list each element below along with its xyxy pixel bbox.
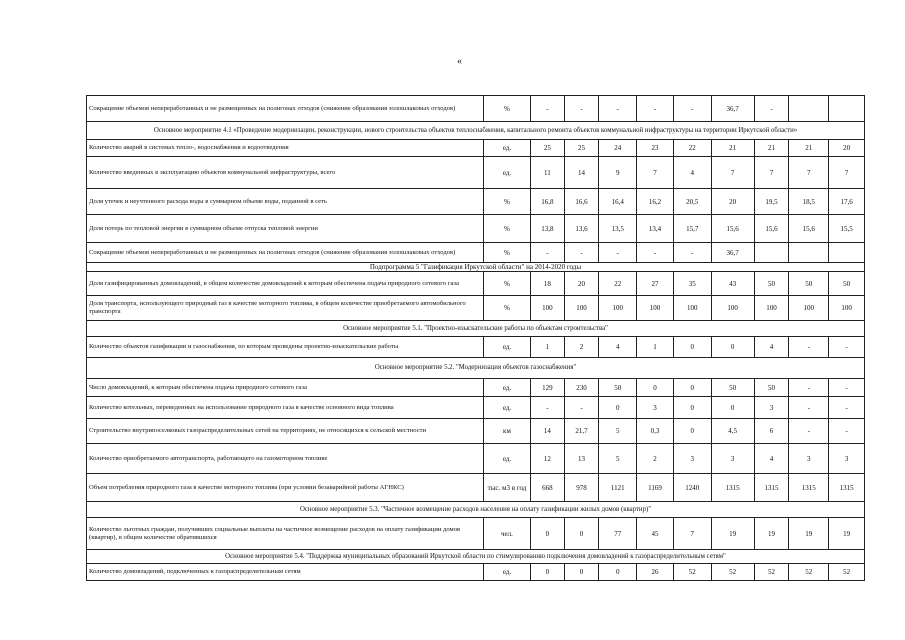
value-cell: 15,6 bbox=[789, 215, 829, 243]
indicator-name: Количество приобретаемого автотранспорта, работающего на газомоторном топливе bbox=[87, 444, 484, 474]
value-cell bbox=[789, 96, 829, 122]
value-cell: 4 bbox=[754, 337, 789, 358]
value-cell: 22 bbox=[599, 272, 637, 296]
value-cell: 1121 bbox=[599, 474, 637, 502]
table-row bbox=[87, 337, 865, 358]
value-cell: 52 bbox=[789, 564, 829, 581]
value-cell: 19 bbox=[754, 518, 789, 550]
value-cell: 129 bbox=[531, 379, 565, 397]
section-heading: Основное мероприятие 5.3. "Частичное возмещение расходов населения на оплату газификации жилых домов (квартир)" bbox=[87, 502, 865, 518]
value-cell: 50 bbox=[711, 379, 754, 397]
value-cell: 52 bbox=[673, 564, 711, 581]
value-cell: 0 bbox=[673, 337, 711, 358]
value-cell: 1240 bbox=[673, 474, 711, 502]
value-cell: 19 bbox=[789, 518, 829, 550]
table-row bbox=[87, 564, 865, 581]
value-cell: 19,5 bbox=[754, 189, 789, 215]
value-cell: - bbox=[637, 96, 674, 122]
indicator-unit: % bbox=[483, 215, 530, 243]
value-cell: 18 bbox=[531, 272, 565, 296]
value-cell: 4,5 bbox=[711, 419, 754, 444]
value-cell: 35 bbox=[673, 272, 711, 296]
value-cell: 100 bbox=[599, 296, 637, 321]
subprogram-row bbox=[87, 263, 865, 272]
value-cell: 15,6 bbox=[754, 215, 789, 243]
value-cell: 16,6 bbox=[564, 189, 599, 215]
value-cell: 1315 bbox=[711, 474, 754, 502]
table-body bbox=[87, 96, 865, 581]
value-cell: 1315 bbox=[789, 474, 829, 502]
value-cell: 0 bbox=[564, 564, 599, 581]
section-heading: Основное мероприятие 5.2. "Модернизация объектов газоснабжения" bbox=[87, 358, 865, 379]
value-cell: - bbox=[789, 419, 829, 444]
value-cell: 7 bbox=[754, 157, 789, 189]
value-cell: 0 bbox=[599, 564, 637, 581]
value-cell: 0 bbox=[711, 337, 754, 358]
indicator-unit: % bbox=[483, 243, 530, 263]
value-cell: 0 bbox=[531, 564, 565, 581]
value-cell: - bbox=[789, 397, 829, 419]
section-heading: Основное мероприятие 5.1. "Проектно-изыскательские работы по объектам строительства" bbox=[87, 321, 865, 337]
value-cell: 7 bbox=[789, 157, 829, 189]
section-row bbox=[87, 321, 865, 337]
value-cell: 13,4 bbox=[637, 215, 674, 243]
section-heading: Основное мероприятие 5.4. "Поддержка муниципальных образований Иркутской области по стимулированию подключения домовладений к газораспределительным сетям" bbox=[87, 550, 865, 564]
value-cell: 4 bbox=[754, 444, 789, 474]
value-cell: 7 bbox=[673, 518, 711, 550]
value-cell: 15,7 bbox=[673, 215, 711, 243]
value-cell: 20 bbox=[711, 189, 754, 215]
value-cell: 50 bbox=[599, 379, 637, 397]
value-cell: 16,4 bbox=[599, 189, 637, 215]
indicator-name: Доля транспорта, использующего природный газ в качестве моторного топлива, в общем количестве приобретаемого автомобильного транспорта bbox=[87, 296, 484, 321]
value-cell: - bbox=[789, 337, 829, 358]
value-cell: 100 bbox=[711, 296, 754, 321]
value-cell: 0 bbox=[673, 397, 711, 419]
indicator-name: Количество котельных, переведенных на использование природного газа в качестве основного вида топлива bbox=[87, 397, 484, 419]
indicator-name: Число домовладений, к которым обеспечена подача природного сетевого газа bbox=[87, 379, 484, 397]
value-cell: 36,7 bbox=[711, 96, 754, 122]
value-cell bbox=[789, 243, 829, 263]
section-row bbox=[87, 122, 865, 140]
value-cell: 13,6 bbox=[564, 215, 599, 243]
indicator-name: Доля утечек и неучтенного расхода воды в суммарном объеме воды, поданной в сеть bbox=[87, 189, 484, 215]
indicator-unit: % bbox=[483, 189, 530, 215]
value-cell: 100 bbox=[673, 296, 711, 321]
table-row bbox=[87, 272, 865, 296]
value-cell: 1315 bbox=[754, 474, 789, 502]
value-cell: 45 bbox=[637, 518, 674, 550]
section-row bbox=[87, 550, 865, 564]
value-cell: 36,7 bbox=[711, 243, 754, 263]
value-cell: 13,5 bbox=[599, 215, 637, 243]
value-cell: 52 bbox=[829, 564, 865, 581]
value-cell: 52 bbox=[711, 564, 754, 581]
value-cell: - bbox=[564, 243, 599, 263]
value-cell: - bbox=[531, 397, 565, 419]
indicators-table bbox=[86, 95, 865, 581]
value-cell: 100 bbox=[789, 296, 829, 321]
indicator-unit: ед. bbox=[483, 379, 530, 397]
value-cell: 23 bbox=[637, 140, 674, 157]
value-cell: 1 bbox=[637, 337, 674, 358]
value-cell: 3 bbox=[754, 397, 789, 419]
value-cell: - bbox=[531, 96, 565, 122]
indicator-name: Количество льготных граждан, получивших социальные выплаты на частичное возмещение расходов на оплату газификации домов (квартир), в общем количестве обратившихся bbox=[87, 518, 484, 550]
value-cell: 11 bbox=[531, 157, 565, 189]
value-cell: 100 bbox=[829, 296, 865, 321]
value-cell: 15,5 bbox=[829, 215, 865, 243]
value-cell: 20,5 bbox=[673, 189, 711, 215]
value-cell: 77 bbox=[599, 518, 637, 550]
table-row bbox=[87, 96, 865, 122]
table-row bbox=[87, 397, 865, 419]
value-cell: 24 bbox=[599, 140, 637, 157]
value-cell: 100 bbox=[531, 296, 565, 321]
indicator-unit: ед. bbox=[483, 337, 530, 358]
value-cell: 21 bbox=[789, 140, 829, 157]
value-cell: 16,8 bbox=[531, 189, 565, 215]
indicator-name: Объем потребления природного газа в качестве моторного топлива (при условии безаварийной работы АГНКС) bbox=[87, 474, 484, 502]
value-cell: - bbox=[789, 379, 829, 397]
value-cell bbox=[754, 243, 789, 263]
value-cell: 17,6 bbox=[829, 189, 865, 215]
value-cell: - bbox=[829, 397, 865, 419]
indicator-name: Сокращение объемов непереработанных и не размещенных на полигонах отходов (снижение образования золошлаковых отходов) bbox=[87, 243, 484, 263]
value-cell: - bbox=[564, 397, 599, 419]
value-cell: 0 bbox=[673, 419, 711, 444]
value-cell: 7 bbox=[711, 157, 754, 189]
value-cell: 14 bbox=[531, 419, 565, 444]
value-cell: - bbox=[754, 96, 789, 122]
value-cell: 13 bbox=[564, 444, 599, 474]
value-cell: 20 bbox=[564, 272, 599, 296]
value-cell: 27 bbox=[637, 272, 674, 296]
indicator-unit: % bbox=[483, 96, 530, 122]
table-row bbox=[87, 243, 865, 263]
value-cell: 26 bbox=[637, 564, 674, 581]
value-cell: 52 bbox=[754, 564, 789, 581]
value-cell: 3 bbox=[829, 444, 865, 474]
value-cell: 50 bbox=[754, 272, 789, 296]
value-cell: 9 bbox=[599, 157, 637, 189]
indicator-name: Количество объектов газификации и газоснабжения, по которым проведены проектно-изыскательские работы bbox=[87, 337, 484, 358]
table-row bbox=[87, 518, 865, 550]
value-cell: 50 bbox=[829, 272, 865, 296]
indicator-unit: ед. bbox=[483, 564, 530, 581]
value-cell: 7 bbox=[829, 157, 865, 189]
value-cell: 3 bbox=[637, 397, 674, 419]
value-cell: 978 bbox=[564, 474, 599, 502]
table-row bbox=[87, 157, 865, 189]
value-cell: 4 bbox=[673, 157, 711, 189]
value-cell: 0 bbox=[711, 397, 754, 419]
value-cell: 100 bbox=[754, 296, 789, 321]
value-cell: 2 bbox=[637, 444, 674, 474]
value-cell: 0 bbox=[531, 518, 565, 550]
table-row bbox=[87, 215, 865, 243]
value-cell: 100 bbox=[564, 296, 599, 321]
value-cell: 4 bbox=[599, 337, 637, 358]
value-cell: 16,2 bbox=[637, 189, 674, 215]
indicator-unit: чел. bbox=[483, 518, 530, 550]
value-cell: - bbox=[673, 96, 711, 122]
table-row bbox=[87, 140, 865, 157]
value-cell: 1 bbox=[531, 337, 565, 358]
table-row bbox=[87, 189, 865, 215]
value-cell: 3 bbox=[673, 444, 711, 474]
value-cell: 12 bbox=[531, 444, 565, 474]
indicator-name: Количество аварий в системах тепло-, водоснабжения и водоотведения bbox=[87, 140, 484, 157]
value-cell: 100 bbox=[637, 296, 674, 321]
value-cell: 6 bbox=[754, 419, 789, 444]
value-cell: 20 bbox=[829, 140, 865, 157]
value-cell: 7 bbox=[637, 157, 674, 189]
table-row bbox=[87, 474, 865, 502]
indicator-name: Строительство внутрипоселковых газораспределительных сетей на территориях, не относящихся к сельской местности bbox=[87, 419, 484, 444]
indicator-name: Доля потерь по тепловой энергии в суммарном объеме отпуска тепловой энергии bbox=[87, 215, 484, 243]
value-cell: 668 bbox=[531, 474, 565, 502]
value-cell: 18,5 bbox=[789, 189, 829, 215]
value-cell bbox=[829, 96, 865, 122]
indicator-name: Количество введенных в эксплуатацию объектов коммунальной инфраструктуры, всего bbox=[87, 157, 484, 189]
subprogram-heading: Подпрограмма 5 "Газификация Иркутской области" на 2014-2020 годы bbox=[87, 263, 865, 272]
page-mark: « bbox=[457, 56, 462, 67]
indicator-unit: ед. bbox=[483, 140, 530, 157]
value-cell: - bbox=[564, 96, 599, 122]
value-cell: 1315 bbox=[829, 474, 865, 502]
value-cell: - bbox=[599, 96, 637, 122]
value-cell: - bbox=[829, 337, 865, 358]
value-cell: 5 bbox=[599, 444, 637, 474]
value-cell: 21,7 bbox=[564, 419, 599, 444]
table-row bbox=[87, 379, 865, 397]
value-cell bbox=[829, 243, 865, 263]
indicator-unit: ед. bbox=[483, 444, 530, 474]
value-cell: 0 bbox=[599, 397, 637, 419]
value-cell: 43 bbox=[711, 272, 754, 296]
value-cell: 3 bbox=[789, 444, 829, 474]
value-cell: 50 bbox=[789, 272, 829, 296]
section-heading: Основное мероприятие 4.1 «Проведение модернизации, реконструкции, нового строительства объектов теплоснабжения, капитального ремонта объектов коммунальной инфраструктуры на территории Иркутской области» bbox=[87, 122, 865, 140]
value-cell: 25 bbox=[531, 140, 565, 157]
value-cell: 15,6 bbox=[711, 215, 754, 243]
indicator-unit: тыс. м3 в год bbox=[483, 474, 530, 502]
value-cell: 50 bbox=[754, 379, 789, 397]
value-cell: - bbox=[673, 243, 711, 263]
value-cell: 25 bbox=[564, 140, 599, 157]
value-cell: - bbox=[599, 243, 637, 263]
value-cell: 14 bbox=[564, 157, 599, 189]
value-cell: 2 bbox=[564, 337, 599, 358]
value-cell: 19 bbox=[829, 518, 865, 550]
indicator-name: Количество домовладений, подключенных к газораспределительным сетям bbox=[87, 564, 484, 581]
value-cell: 0 bbox=[637, 379, 674, 397]
indicator-unit: % bbox=[483, 272, 530, 296]
value-cell: 0 bbox=[673, 379, 711, 397]
value-cell: 1169 bbox=[637, 474, 674, 502]
value-cell: 19 bbox=[711, 518, 754, 550]
value-cell: 21 bbox=[711, 140, 754, 157]
indicator-unit: ед. bbox=[483, 157, 530, 189]
table-row bbox=[87, 296, 865, 321]
indicator-unit: ед. bbox=[483, 397, 530, 419]
section-row bbox=[87, 502, 865, 518]
value-cell: 22 bbox=[673, 140, 711, 157]
table-row bbox=[87, 444, 865, 474]
value-cell: 230 bbox=[564, 379, 599, 397]
value-cell: 21 bbox=[754, 140, 789, 157]
indicator-name: Сокращение объемов непереработанных и не размещенных на полигонах отходов (снижение образования золошлаковых отходов) bbox=[87, 96, 484, 122]
value-cell: 0,3 bbox=[637, 419, 674, 444]
indicator-unit: % bbox=[483, 296, 530, 321]
indicator-unit: км bbox=[483, 419, 530, 444]
value-cell: - bbox=[829, 379, 865, 397]
value-cell: 5 bbox=[599, 419, 637, 444]
section-row bbox=[87, 358, 865, 379]
table-row bbox=[87, 419, 865, 444]
value-cell: 13,8 bbox=[531, 215, 565, 243]
value-cell: - bbox=[829, 419, 865, 444]
value-cell: 3 bbox=[711, 444, 754, 474]
value-cell: - bbox=[531, 243, 565, 263]
value-cell: - bbox=[637, 243, 674, 263]
value-cell: 0 bbox=[564, 518, 599, 550]
indicator-name: Доля газифицированных домовладений, в общем количестве домовладений к которым обеспечена подача природного сетевого газа bbox=[87, 272, 484, 296]
